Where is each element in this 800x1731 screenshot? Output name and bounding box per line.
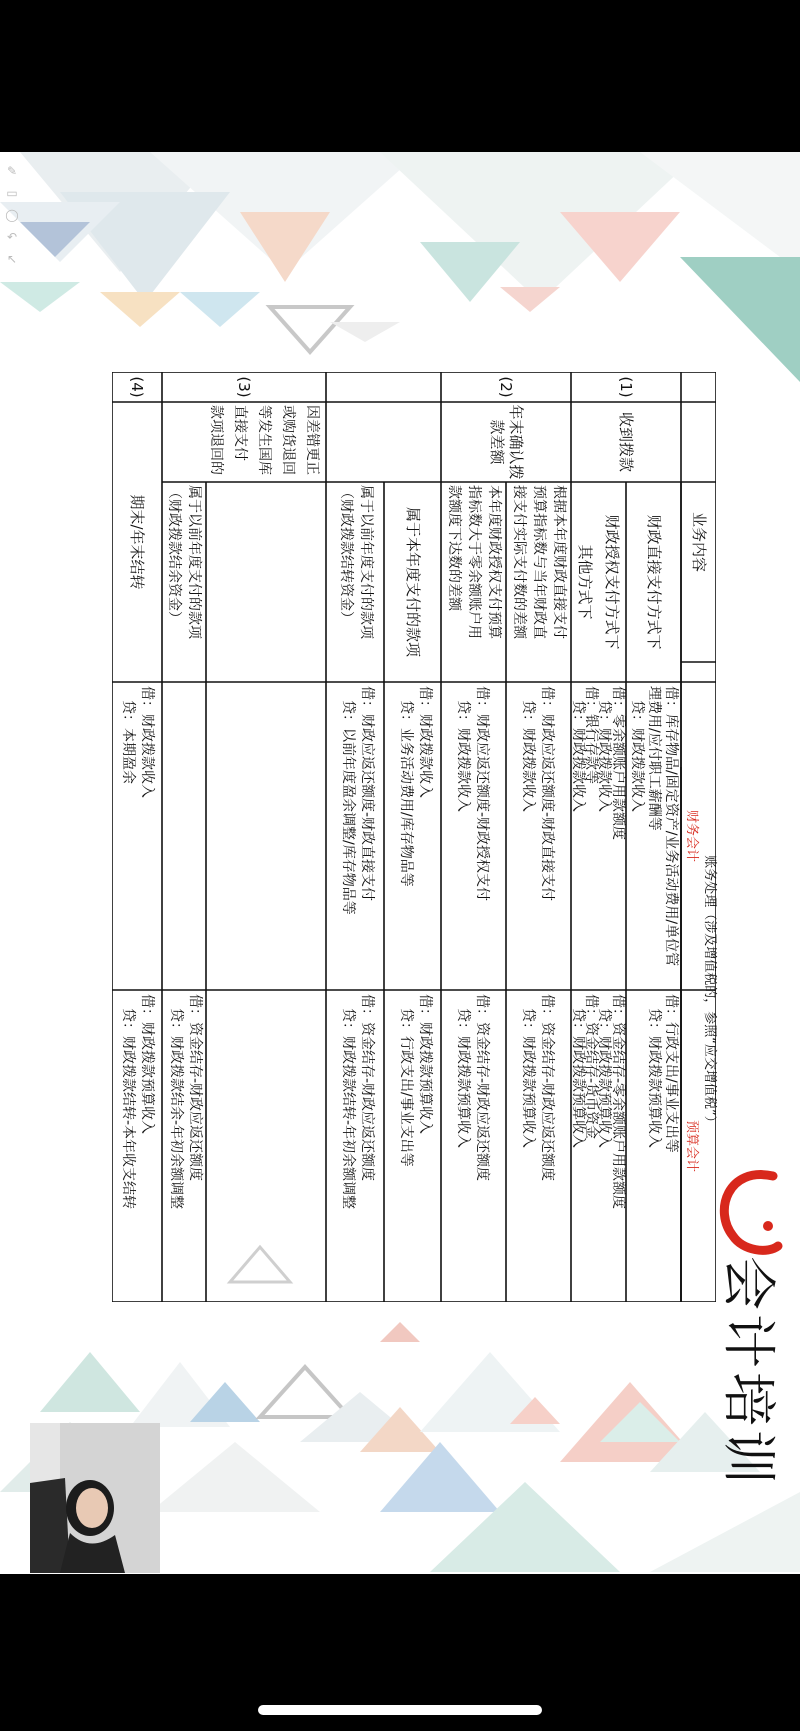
- row4-number: (4): [128, 376, 147, 398]
- presenter-avatar: [30, 1423, 160, 1573]
- accounting-table: [112, 372, 716, 1302]
- header-business: 业务内容: [690, 511, 708, 572]
- pen-icon[interactable]: ✎: [6, 164, 18, 178]
- row2-label: 年末确认拨 款差额: [488, 404, 525, 480]
- presentation-slide: [0, 152, 800, 1574]
- row1c-finance: 借：银行存款等 贷：财政拨款收入: [570, 686, 599, 812]
- row3a-budget: 借：财政拨款预算收入 贷：行政支出/事业支出等: [398, 994, 433, 1167]
- row3b-budget: 借：资金结存-财政应返还额度 贷：财政拨款结转-年初余额调整: [340, 994, 375, 1210]
- row3a-label: 属于本年度支付的款项: [404, 506, 422, 657]
- row1-number: (1): [617, 376, 636, 398]
- row1-label: 收到拨款: [617, 411, 636, 472]
- header-finance: 财务会计: [684, 809, 699, 862]
- row1c-label: 其他方式下: [576, 544, 594, 620]
- row1c-budget: 借：资金结存-货币资金 贷：财政拨款预算收入: [570, 994, 599, 1148]
- row3a-finance: 借：财政拨款收入 贷：业务活动费用/库存物品等: [398, 686, 433, 887]
- row2b-budget: 借：资金结存-财政应返还额度 贷：财政拨款预算收入: [455, 994, 490, 1182]
- row1a-finance: 借：库存物品/固定资产/业务活动费用/单位管 理费用/应付职工薪酬等 贷：财政拨款收入: [629, 686, 679, 967]
- row2b-label: 本年度财政授权支付预算 指标数大于零余额账户用 款额度下达数的差额: [446, 485, 502, 639]
- row1a-label: 财政直接支付方式下: [645, 514, 663, 650]
- row3b-label: 属于以前年度支付的款项 （财政拨款结转资金）: [338, 485, 374, 639]
- annotation-toolbar: [4, 164, 20, 266]
- row1b-label: 财政授权支付方式下: [603, 514, 622, 650]
- presenter-video[interactable]: [30, 1423, 160, 1573]
- undo-icon[interactable]: ↶: [6, 230, 18, 244]
- row3b-finance: 借：财政应返还额度-财政直接支付 贷：以前年度盈余调整/库存物品等: [340, 686, 375, 915]
- header-treatment: 账务处理（涉及增值税的，参照“应交增值税”）: [702, 855, 717, 1129]
- row4-budget: 借：财政拨款预算收入 贷：财政拨款结转-本年收支结转: [120, 994, 155, 1210]
- brand-logo: [708, 1166, 788, 1526]
- home-indicator[interactable]: [258, 1705, 542, 1715]
- shape-icon[interactable]: ◯: [5, 208, 19, 222]
- row3-label: 因差错更正 或购货退回 等发生国库 直接支付 款项退回的: [208, 405, 320, 475]
- row4-label: 期末/年末结转: [128, 494, 147, 590]
- row2a-budget: 借：资金结存-财政应返还额度 贷：财政拨款预算收入: [520, 994, 555, 1182]
- row4-finance: 借：财政拨款收入 贷：本期盈余: [120, 686, 155, 798]
- row1b-finance: 借：零余额账户用款额度 贷：财政拨款收入: [596, 686, 626, 840]
- row2-number: (2): [497, 376, 516, 398]
- logo-text: 会计培训: [717, 1256, 780, 1488]
- status-bar-area: [0, 0, 800, 152]
- pointer-icon[interactable]: ↖: [6, 252, 18, 266]
- eraser-icon[interactable]: ▭: [6, 186, 18, 200]
- header-budget: 预算会计: [684, 1119, 699, 1172]
- row2a-label: 根据本年度财政直接支付 预算指标数与当年财政直 接支付实际支付数的差额: [511, 485, 567, 639]
- row3c-budget: 借：资金结存-财政应返还额度 贷：财政拨款结余-年初余额调整: [168, 994, 203, 1210]
- row3c-label: 属于以前年度支付的款项 （财政拨款结余资金）: [166, 485, 202, 639]
- row1a-budget: 借：行政支出/事业支出等 贷：财政拨款预算收入: [646, 994, 679, 1153]
- row2a-finance: 借：财政应返还额度-财政直接支付 贷：财政拨款收入: [520, 686, 555, 902]
- row3-number: (3): [235, 376, 254, 398]
- row1b-budget: 借：资金结存-零余额账户用款额度 贷：财政拨款预算收入: [596, 994, 626, 1210]
- row2b-finance: 借：财政应返还额度-财政授权支付 贷：财政拨款收入: [455, 686, 490, 902]
